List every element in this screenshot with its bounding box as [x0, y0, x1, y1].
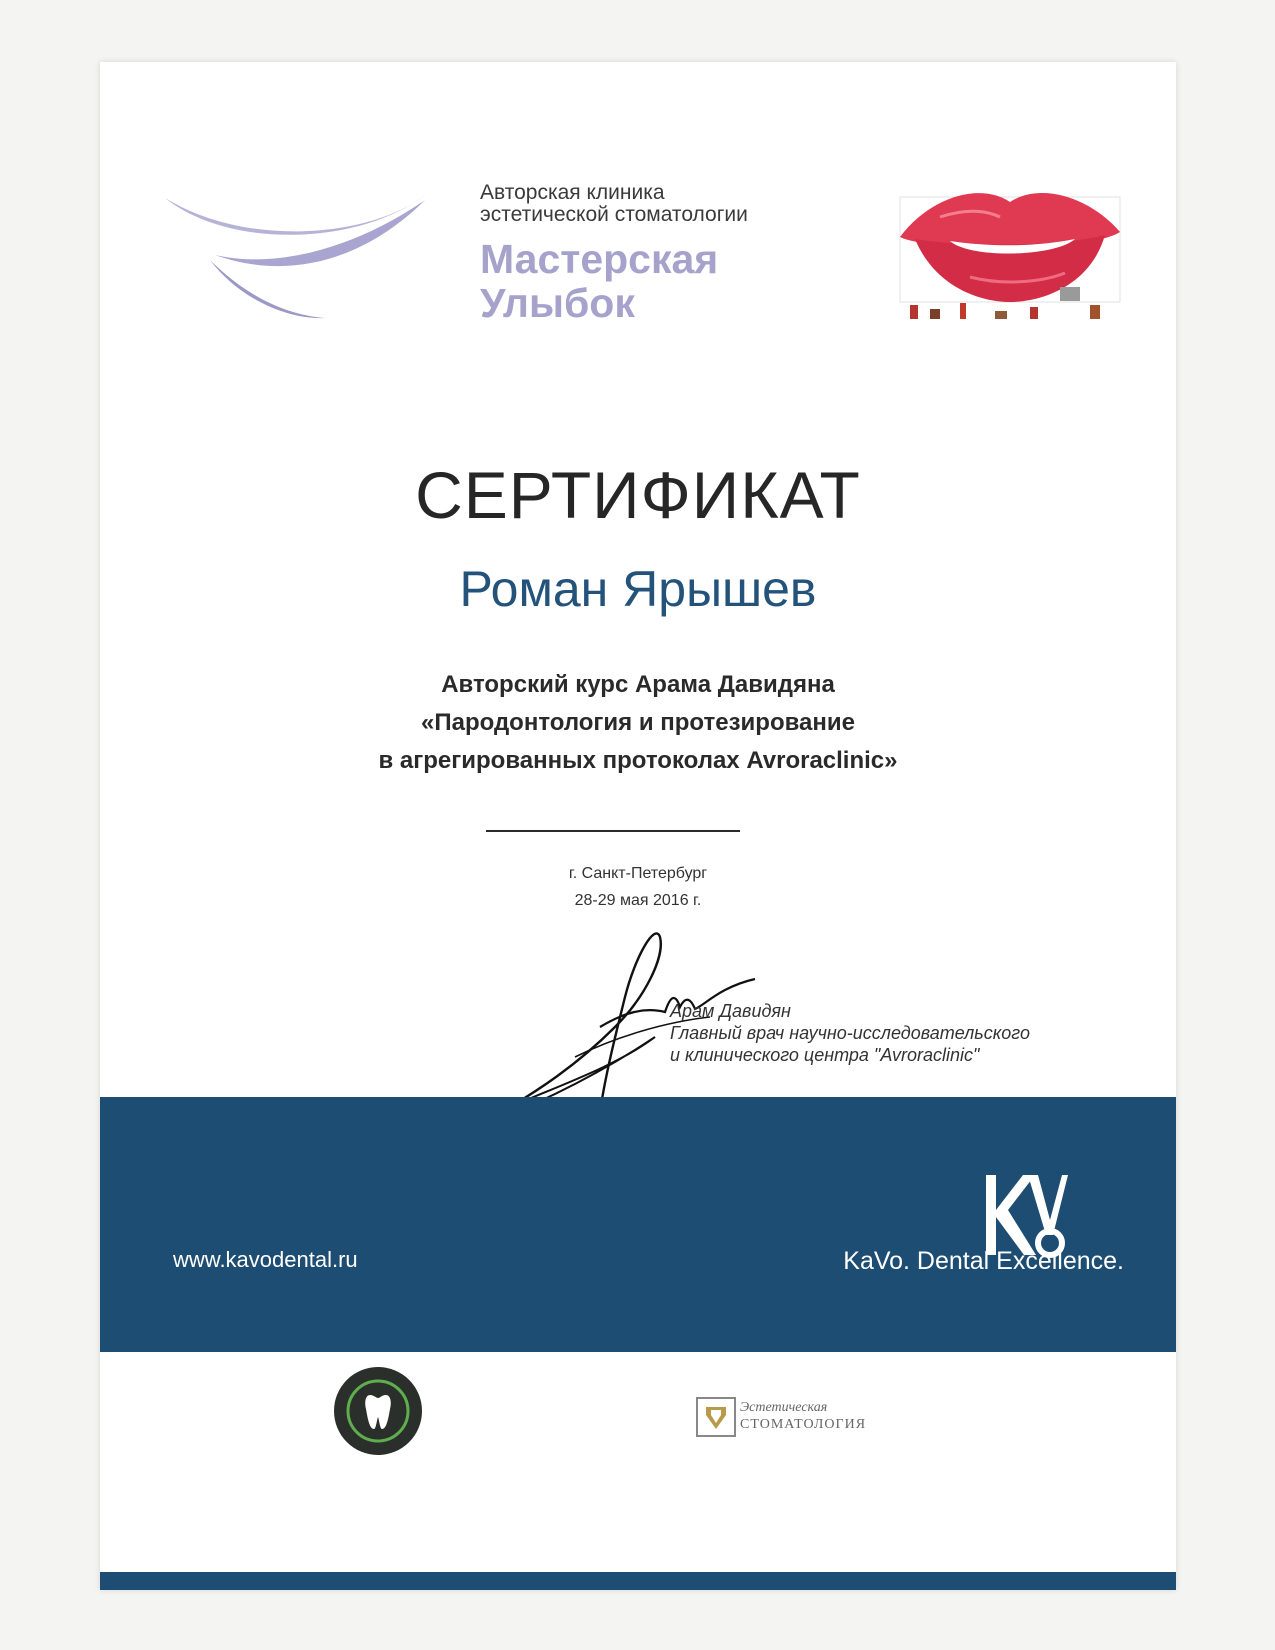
certificate-sheet — [100, 62, 1176, 1590]
recipient-name: Роман Ярышев — [459, 561, 817, 617]
divider-line — [486, 830, 740, 832]
clinic-subtitle-line1: Авторская клиника — [480, 181, 665, 204]
journal-title-line1: Эстетическая — [740, 1400, 828, 1415]
event-city: г. Санкт-Петербург — [568, 865, 708, 882]
event-dates: 28-29 мая 2016 г. — [574, 892, 702, 909]
bottom-stripe — [100, 1572, 1176, 1590]
world-of-dentistry-logo — [332, 1365, 424, 1457]
kavo-website-link[interactable]: www.kavodental.ru — [173, 1247, 358, 1272]
kavo-slogan: KaVo. Dental Excellence. — [843, 1247, 1124, 1275]
course-description — [100, 666, 1176, 780]
journal-title-line2: СТОМАТОЛОГИЯ — [740, 1417, 867, 1432]
clinic-name — [480, 237, 840, 325]
clinic-name-line2: Улыбок — [480, 280, 635, 326]
certificate-title: СЕРТИФИКАТ — [415, 458, 861, 532]
smile-swoosh-logo — [160, 190, 430, 325]
clinic-subtitle — [480, 182, 840, 226]
course-line2: «Пародонтология и протезирование — [421, 709, 855, 736]
journal-emblem-icon — [696, 1397, 736, 1437]
clinic-name-line1: Мастерская — [480, 236, 719, 282]
kavo-footer-band — [100, 1097, 1176, 1352]
event-details — [100, 860, 1176, 914]
course-line1: Авторский курс Арама Давидяна — [441, 671, 835, 698]
lips-illustration — [890, 177, 1130, 327]
clinic-subtitle-line2: эстетической стоматологии — [480, 203, 748, 226]
signer-block — [670, 1000, 1140, 1066]
journal-title — [740, 1399, 866, 1433]
signer-position-line1: Главный врач научно-исследовательского — [670, 1023, 1030, 1043]
signer-name: Арам Давидян — [670, 1001, 791, 1021]
course-line3: в агрегированных протоколах Avroraclinic» — [378, 747, 898, 774]
esthetic-dentistry-journal-logo — [696, 1397, 894, 1437]
signer-position-line2: и клинического центра "Avroraclinic" — [670, 1045, 980, 1065]
